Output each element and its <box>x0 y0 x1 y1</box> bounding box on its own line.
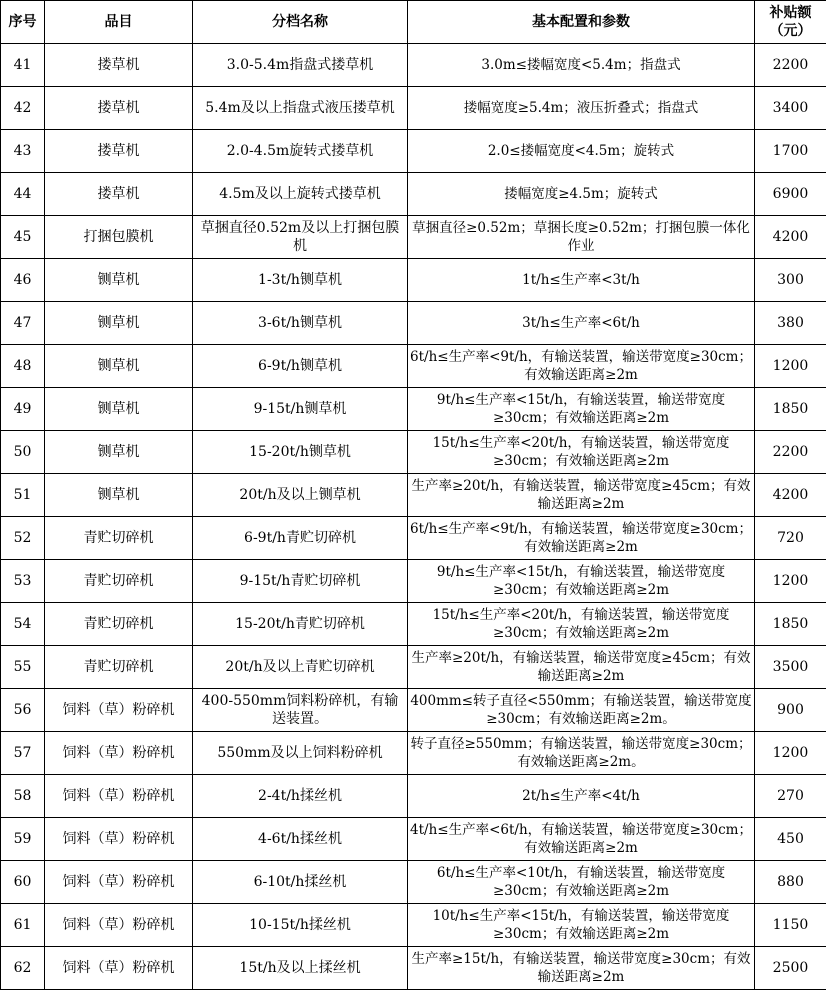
cell-no: 46 <box>1 259 45 302</box>
table-row <box>1 388 826 431</box>
cell-no: 47 <box>1 302 45 345</box>
cell-item: 铡草机 <box>45 302 193 345</box>
cell-name: 1-3t/h铡草机 <box>193 259 408 302</box>
cell-config: 搂幅宽度≥4.5m；旋转式 <box>408 173 755 216</box>
cell-amount: 2200 <box>755 431 826 474</box>
header-config: 基本配置和参数 <box>408 1 755 44</box>
cell-name: 6-10t/h揉丝机 <box>193 861 408 904</box>
cell-no: 62 <box>1 947 45 990</box>
cell-item: 饲料（草）粉碎机 <box>45 689 193 732</box>
cell-no: 54 <box>1 603 45 646</box>
cell-item: 饲料（草）粉碎机 <box>45 861 193 904</box>
cell-amount: 1200 <box>755 345 826 388</box>
cell-no: 41 <box>1 44 45 87</box>
table-row <box>1 646 826 689</box>
cell-amount: 270 <box>755 775 826 818</box>
cell-no: 59 <box>1 818 45 861</box>
cell-item: 打捆包膜机 <box>45 216 193 259</box>
cell-amount: 4200 <box>755 474 826 517</box>
cell-config: 生产率≥15t/h，有输送装置，输送带宽度≥30cm；有效输送距离≥2m <box>408 947 755 990</box>
cell-item: 饲料（草）粉碎机 <box>45 904 193 947</box>
cell-name: 2-4t/h揉丝机 <box>193 775 408 818</box>
cell-no: 48 <box>1 345 45 388</box>
cell-amount: 300 <box>755 259 826 302</box>
cell-amount: 6900 <box>755 173 826 216</box>
table-row <box>1 775 826 818</box>
cell-name: 9-15t/h青贮切碎机 <box>193 560 408 603</box>
cell-config: 草捆直径≥0.52m；草捆长度≥0.52m；打捆包膜一体化作业 <box>408 216 755 259</box>
cell-amount: 450 <box>755 818 826 861</box>
cell-name: 3.0-5.4m指盘式搂草机 <box>193 44 408 87</box>
table-row <box>1 947 826 990</box>
cell-item: 饲料（草）粉碎机 <box>45 947 193 990</box>
cell-amount: 1700 <box>755 130 826 173</box>
cell-item: 搂草机 <box>45 87 193 130</box>
table-row <box>1 302 826 345</box>
cell-amount: 1850 <box>755 603 826 646</box>
cell-item: 饲料（草）粉碎机 <box>45 732 193 775</box>
cell-no: 43 <box>1 130 45 173</box>
cell-amount: 4200 <box>755 216 826 259</box>
cell-amount: 720 <box>755 517 826 560</box>
cell-amount: 900 <box>755 689 826 732</box>
cell-item: 铡草机 <box>45 431 193 474</box>
cell-config: 9t/h≤生产率<15t/h，有输送装置，输送带宽度≥30cm；有效输送距离≥2m <box>408 388 755 431</box>
cell-config: 转子直径≥550mm；有输送装置，输送带宽度≥30cm；有效输送距离≥2m。 <box>408 732 755 775</box>
cell-amount: 2500 <box>755 947 826 990</box>
cell-amount: 1150 <box>755 904 826 947</box>
cell-name: 草捆直径0.52m及以上打捆包膜机 <box>193 216 408 259</box>
cell-config: 9t/h≤生产率<15t/h，有输送装置，输送带宽度≥30cm；有效输送距离≥2m <box>408 560 755 603</box>
table-row <box>1 517 826 560</box>
table-row <box>1 345 826 388</box>
header-amount: 补贴额（元） <box>755 1 826 44</box>
table-row <box>1 732 826 775</box>
cell-item: 青贮切碎机 <box>45 646 193 689</box>
cell-item: 青贮切碎机 <box>45 603 193 646</box>
table-row <box>1 904 826 947</box>
header-no: 序号 <box>1 1 45 44</box>
cell-no: 49 <box>1 388 45 431</box>
table-row <box>1 603 826 646</box>
cell-config: 生产率≥20t/h，有输送装置，输送带宽度≥45cm；有效输送距离≥2m <box>408 646 755 689</box>
cell-config: 搂幅宽度≥5.4m；液压折叠式；指盘式 <box>408 87 755 130</box>
cell-config: 生产率≥20t/h，有输送装置，输送带宽度≥45cm；有效输送距离≥2m <box>408 474 755 517</box>
cell-no: 60 <box>1 861 45 904</box>
cell-item: 搂草机 <box>45 130 193 173</box>
cell-amount: 1200 <box>755 560 826 603</box>
cell-item: 青贮切碎机 <box>45 517 193 560</box>
cell-item: 铡草机 <box>45 388 193 431</box>
cell-no: 45 <box>1 216 45 259</box>
cell-config: 400mm≤转子直径<550mm；有输送装置，输送带宽度≥30cm；有效输送距离≥2m。 <box>408 689 755 732</box>
cell-item: 铡草机 <box>45 345 193 388</box>
cell-config: 4t/h≤生产率<6t/h，有输送装置，输送带宽度≥30cm；有效输送距离≥2m <box>408 818 755 861</box>
table-row <box>1 173 826 216</box>
cell-no: 51 <box>1 474 45 517</box>
cell-config: 6t/h≤生产率<9t/h，有输送装置，输送带宽度≥30cm；有效输送距离≥2m <box>408 345 755 388</box>
cell-no: 50 <box>1 431 45 474</box>
cell-config: 1t/h≤生产率<3t/h <box>408 259 755 302</box>
cell-no: 42 <box>1 87 45 130</box>
cell-name: 3-6t/h铡草机 <box>193 302 408 345</box>
table-row <box>1 431 826 474</box>
cell-no: 61 <box>1 904 45 947</box>
table-row <box>1 818 826 861</box>
cell-name: 5.4m及以上指盘式液压搂草机 <box>193 87 408 130</box>
cell-amount: 880 <box>755 861 826 904</box>
cell-config: 6t/h≤生产率<9t/h，有输送装置，输送带宽度≥30cm；有效输送距离≥2m <box>408 517 755 560</box>
table-header-row <box>1 1 826 44</box>
cell-name: 9-15t/h铡草机 <box>193 388 408 431</box>
table-row <box>1 861 826 904</box>
table-row <box>1 130 826 173</box>
cell-name: 15t/h及以上揉丝机 <box>193 947 408 990</box>
table-row <box>1 474 826 517</box>
header-item: 品目 <box>45 1 193 44</box>
cell-no: 56 <box>1 689 45 732</box>
cell-name: 550mm及以上饲料粉碎机 <box>193 732 408 775</box>
table-row <box>1 216 826 259</box>
cell-config: 15t/h≤生产率<20t/h，有输送装置，输送带宽度≥30cm；有效输送距离≥2m <box>408 431 755 474</box>
table-body <box>1 44 826 990</box>
table-row <box>1 44 826 87</box>
cell-amount: 3500 <box>755 646 826 689</box>
cell-item: 搂草机 <box>45 44 193 87</box>
table-row <box>1 689 826 732</box>
cell-config: 3t/h≤生产率<6t/h <box>408 302 755 345</box>
cell-name: 2.0-4.5m旋转式搂草机 <box>193 130 408 173</box>
cell-config: 10t/h≤生产率<15t/h，有输送装置，输送带宽度≥30cm；有效输送距离≥2m <box>408 904 755 947</box>
cell-amount: 2200 <box>755 44 826 87</box>
cell-config: 2t/h≤生产率<4t/h <box>408 775 755 818</box>
cell-name: 4-6t/h揉丝机 <box>193 818 408 861</box>
cell-item: 饲料（草）粉碎机 <box>45 818 193 861</box>
cell-name: 20t/h及以上铡草机 <box>193 474 408 517</box>
cell-name: 6-9t/h铡草机 <box>193 345 408 388</box>
cell-item: 青贮切碎机 <box>45 560 193 603</box>
cell-name: 15-20t/h铡草机 <box>193 431 408 474</box>
cell-no: 58 <box>1 775 45 818</box>
cell-name: 15-20t/h青贮切碎机 <box>193 603 408 646</box>
cell-name: 400-550mm饲料粉碎机，有输送装置。 <box>193 689 408 732</box>
cell-item: 饲料（草）粉碎机 <box>45 775 193 818</box>
cell-no: 44 <box>1 173 45 216</box>
cell-amount: 1200 <box>755 732 826 775</box>
cell-name: 6-9t/h青贮切碎机 <box>193 517 408 560</box>
cell-amount: 1850 <box>755 388 826 431</box>
cell-name: 4.5m及以上旋转式搂草机 <box>193 173 408 216</box>
cell-no: 55 <box>1 646 45 689</box>
cell-config: 6t/h≤生产率<10t/h，有输送装置，输送带宽度≥30cm；有效输送距离≥2m <box>408 861 755 904</box>
header-name: 分档名称 <box>193 1 408 44</box>
table-row <box>1 87 826 130</box>
cell-item: 搂草机 <box>45 173 193 216</box>
cell-name: 10-15t/h揉丝机 <box>193 904 408 947</box>
cell-item: 铡草机 <box>45 259 193 302</box>
cell-config: 3.0m≤搂幅宽度<5.4m；指盘式 <box>408 44 755 87</box>
cell-config: 2.0≤搂幅宽度<4.5m；旋转式 <box>408 130 755 173</box>
cell-no: 53 <box>1 560 45 603</box>
table-row <box>1 259 826 302</box>
cell-no: 57 <box>1 732 45 775</box>
cell-no: 52 <box>1 517 45 560</box>
cell-item: 铡草机 <box>45 474 193 517</box>
table-row <box>1 560 826 603</box>
cell-config: 15t/h≤生产率<20t/h，有输送装置，输送带宽度≥30cm；有效输送距离≥2m <box>408 603 755 646</box>
cell-name: 20t/h及以上青贮切碎机 <box>193 646 408 689</box>
cell-amount: 380 <box>755 302 826 345</box>
cell-amount: 3400 <box>755 87 826 130</box>
